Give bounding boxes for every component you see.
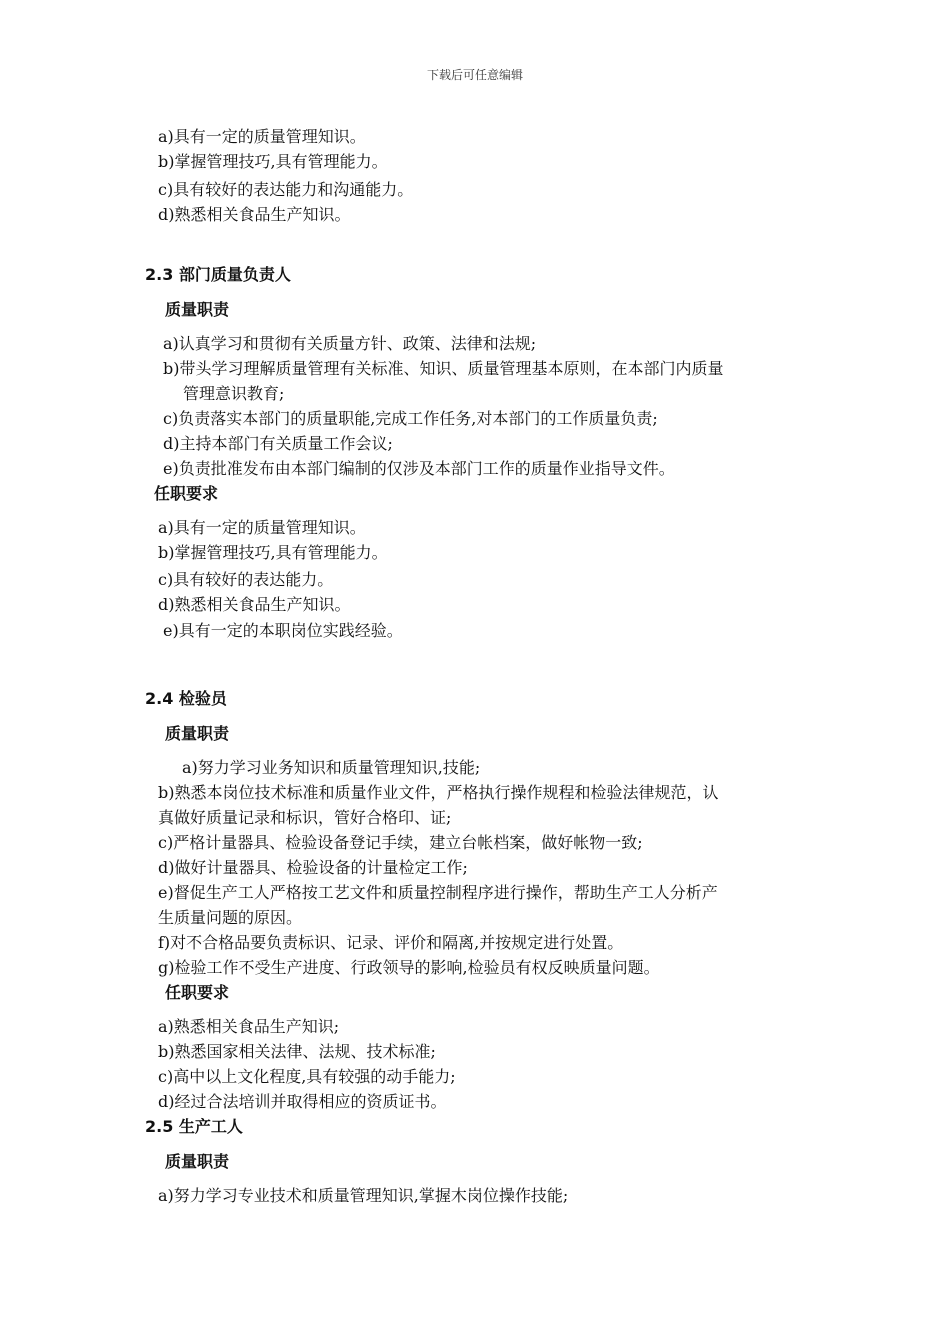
list-item: g)检验工作不受生产进度、行政领导的影响,检验员有权反映质量问题。 xyxy=(158,958,660,977)
list-item: a)认真学习和贯彻有关质量方针、政策、法律和法规; xyxy=(163,334,537,353)
list-item: e)具有一定的本职岗位实践经验。 xyxy=(163,621,403,640)
list-item: a)具有一定的质量管理知识。 xyxy=(158,127,366,146)
list-item: b)熟悉国家相关法律、法规、技术标准; xyxy=(158,1042,436,1061)
list-item: c)具有较好的表达能力。 xyxy=(158,570,334,589)
duty-heading: 质量职责 xyxy=(165,300,230,319)
duty-heading: 质量职责 xyxy=(165,724,230,743)
req-heading: 任职要求 xyxy=(165,983,230,1002)
list-item: b)带头学习理解质量管理有关标准、知识、质量管理基本原则，在本部门内质量 xyxy=(163,359,724,378)
list-item: d)熟悉相关食品生产知识。 xyxy=(158,205,351,224)
list-item: c)负责落实本部门的质量职能,完成工作任务,对本部门的工作质量负责; xyxy=(163,409,658,428)
page-header: 下载后可任意编辑 xyxy=(426,68,523,82)
section-title-2-4: 2.4 检验员 xyxy=(145,689,227,708)
list-item: c)高中以上文化程度,具有较强的动手能力; xyxy=(158,1067,456,1086)
list-item: d)熟悉相关食品生产知识。 xyxy=(158,595,351,614)
list-item: a)具有一定的质量管理知识。 xyxy=(158,518,366,537)
section-title-2-5: 2.5 生产工人 xyxy=(145,1117,243,1136)
list-item: d)主持本部门有关质量工作会议; xyxy=(163,434,393,453)
list-item: a)努力学习专业技术和质量管理知识,掌握木岗位操作技能; xyxy=(158,1186,569,1205)
list-item: b)掌握管理技巧,具有管理能力。 xyxy=(158,152,388,171)
list-item: c)严格计量器具、检验设备登记手续，建立台帐档案，做好帐物一致; xyxy=(158,833,643,852)
list-item: b)掌握管理技巧,具有管理能力。 xyxy=(158,543,388,562)
list-item: d)经过合法培训并取得相应的资质证书。 xyxy=(158,1092,447,1111)
list-item: b)熟悉本岗位技术标准和质量作业文件，严格执行操作规程和检验法律规范，认 xyxy=(158,783,719,802)
list-item: f)对不合格品要负责标识、记录、评价和隔离,并按规定进行处置。 xyxy=(158,933,624,952)
section-title-2-3: 2.3 部门质量负责人 xyxy=(145,265,291,284)
req-heading: 任职要求 xyxy=(154,484,219,503)
list-item: e)负责批准发布由本部门编制的仅涉及本部门工作的质量作业指导文件。 xyxy=(163,459,675,478)
list-item: e)督促生产工人严格按工艺文件和质量控制程序进行操作，帮助生产工人分析产 xyxy=(158,883,718,902)
duty-heading: 质量职责 xyxy=(165,1152,230,1171)
list-item-continuation: 真做好质量记录和标识，管好合格印、证; xyxy=(158,808,452,827)
list-item: a)努力学习业务知识和质量管理知识,技能; xyxy=(182,758,481,777)
list-item-continuation: 管理意识教育; xyxy=(183,384,285,403)
list-item: d)做好计量器具、检验设备的计量检定工作; xyxy=(158,858,468,877)
list-item-continuation: 生质量问题的原因。 xyxy=(158,908,303,927)
list-item: a)熟悉相关食品生产知识; xyxy=(158,1017,340,1036)
list-item: c)具有较好的表达能力和沟通能力。 xyxy=(158,180,414,199)
